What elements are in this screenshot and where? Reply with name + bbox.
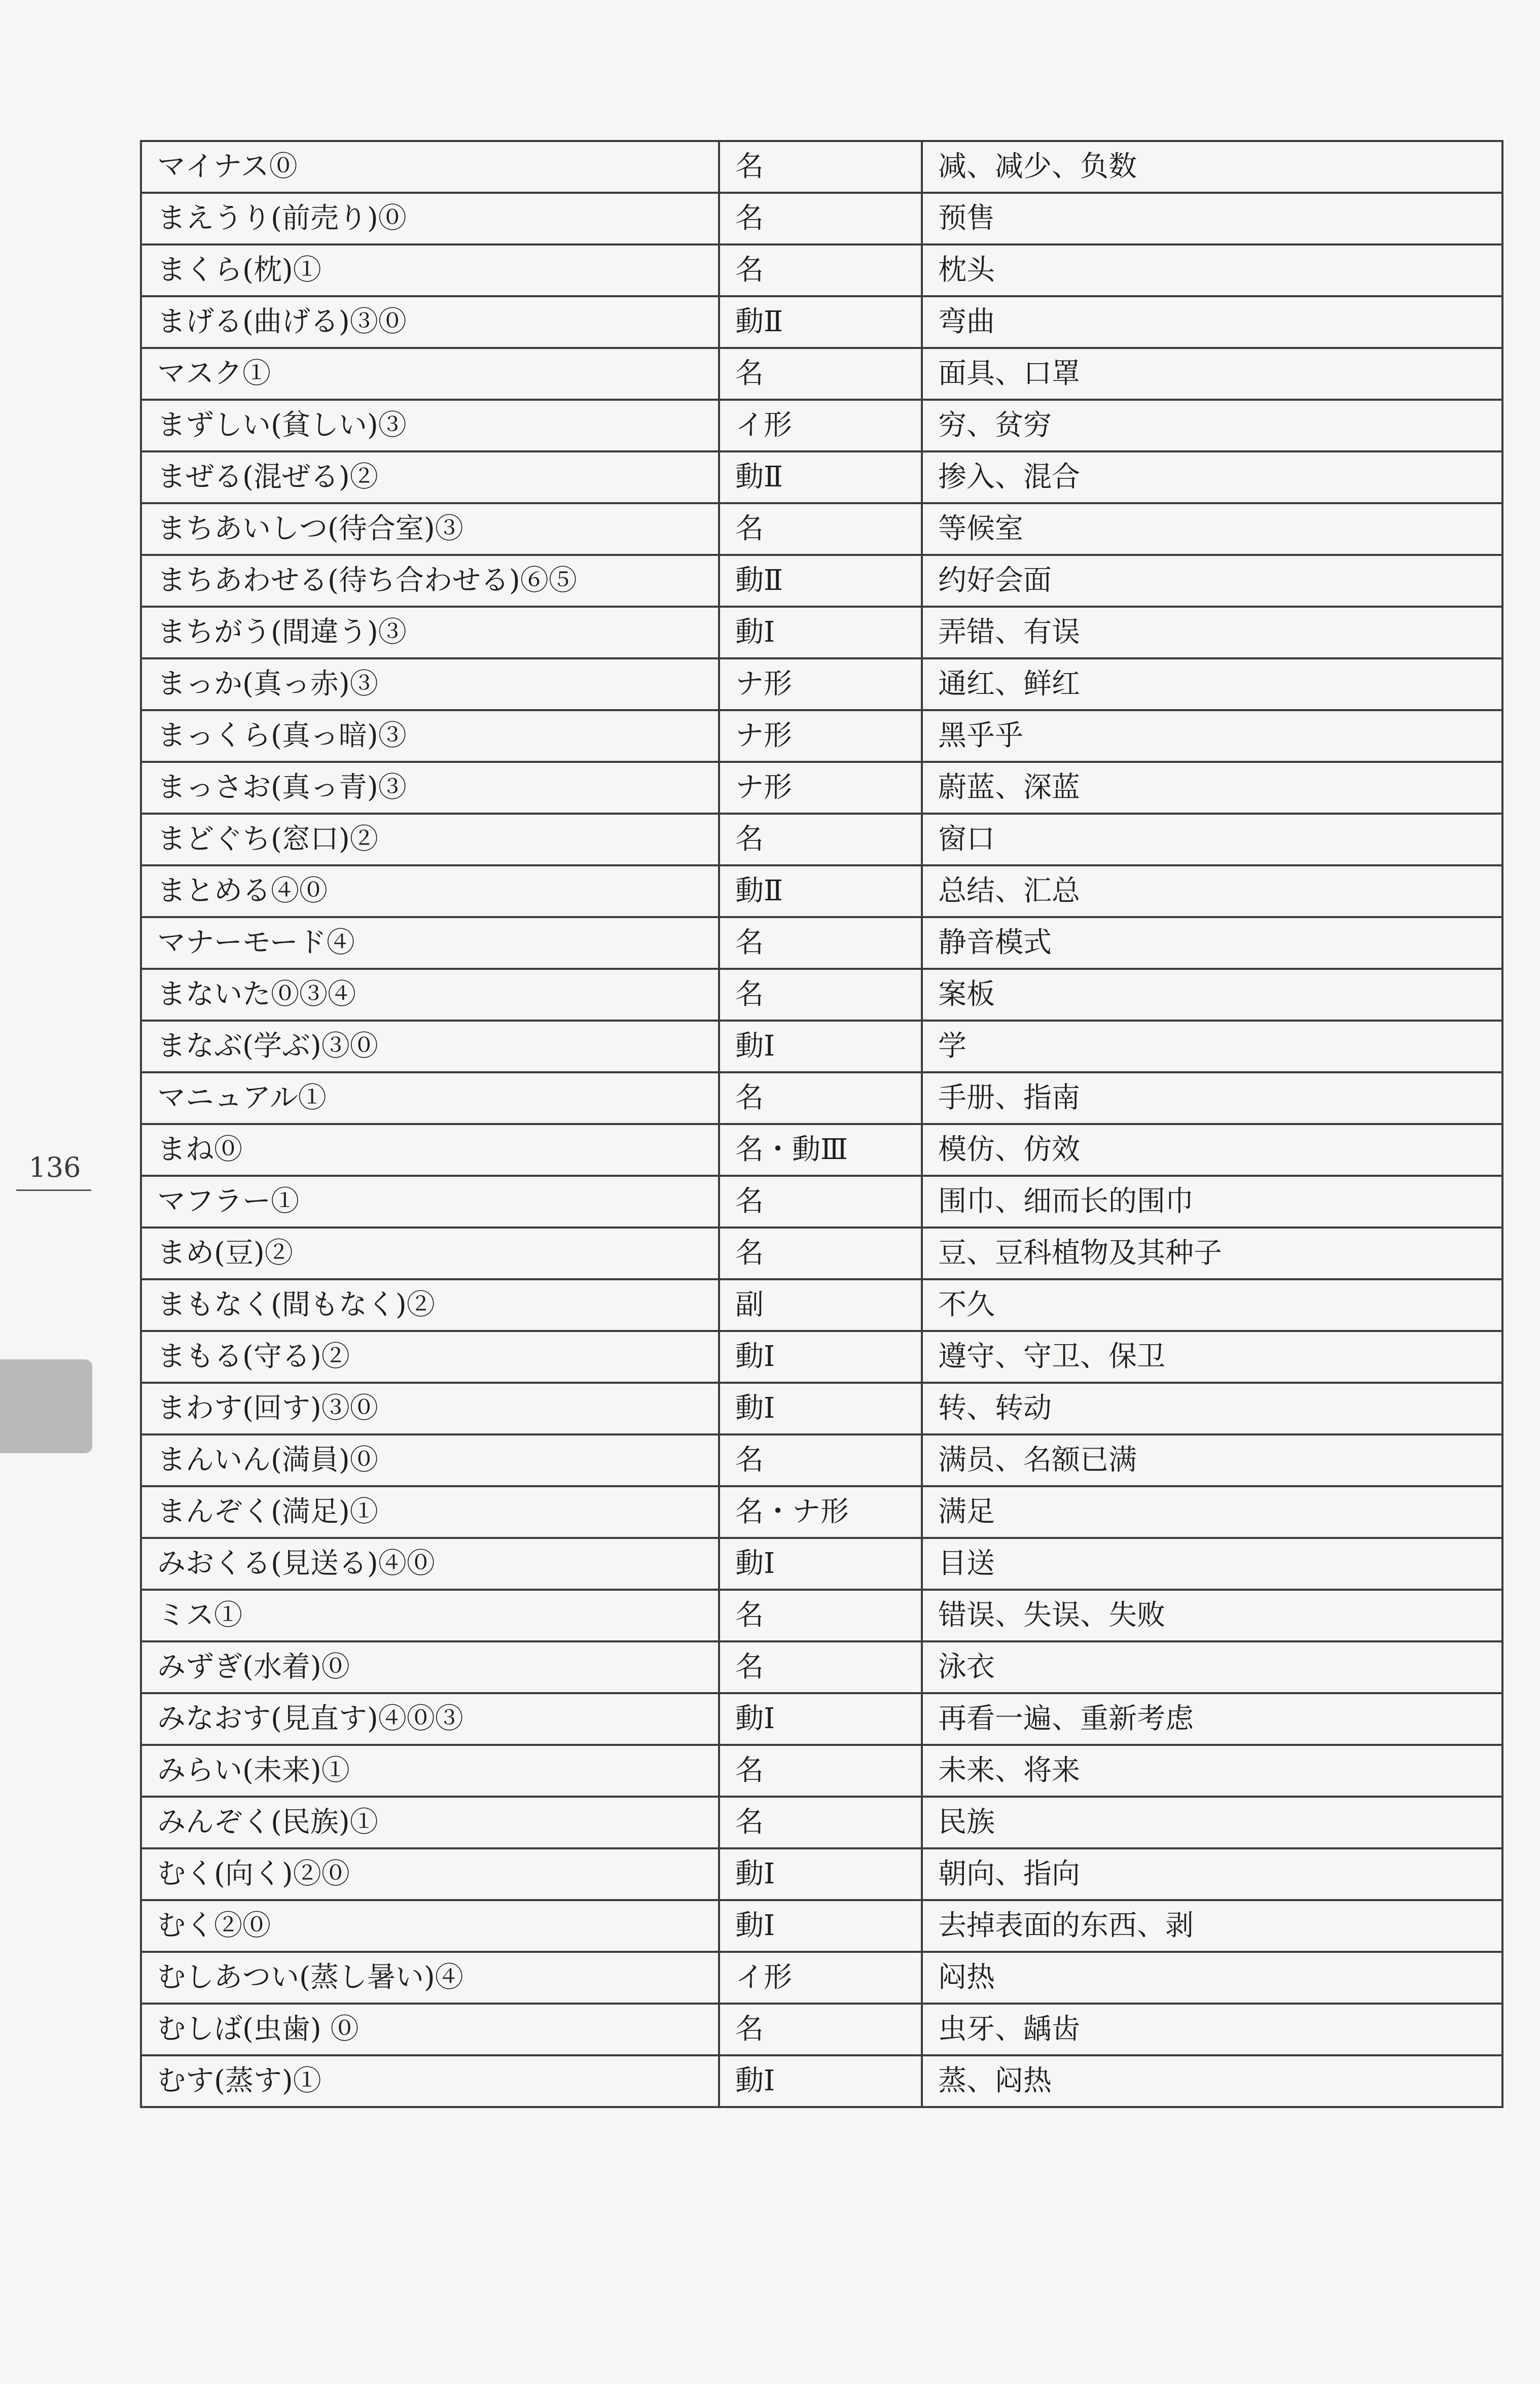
table-row xyxy=(141,1383,1502,1434)
word-cell: まもる(守る)② xyxy=(141,1331,719,1383)
word-cell: むく②⓪ xyxy=(141,1900,719,1952)
part-of-speech-cell: 名・ナ形 xyxy=(719,1486,922,1538)
table-row xyxy=(141,1228,1502,1279)
part-of-speech-cell: 名 xyxy=(719,141,922,193)
word-cell: まどぐち(窓口)② xyxy=(141,814,719,865)
word-cell: マフラー① xyxy=(141,1176,719,1228)
meaning-cell: 学 xyxy=(922,1021,1502,1072)
part-of-speech-cell: 名 xyxy=(719,1434,922,1486)
meaning-cell: 掺入、混合 xyxy=(922,451,1502,503)
meaning-cell: 虫牙、龋齿 xyxy=(922,2004,1502,2055)
part-of-speech-cell: 名・動Ⅲ xyxy=(719,1124,922,1176)
meaning-cell: 满足 xyxy=(922,1486,1502,1538)
meaning-cell: 弯曲 xyxy=(922,296,1502,348)
table-row xyxy=(141,710,1502,762)
meaning-cell: 满员、名额已满 xyxy=(922,1434,1502,1486)
meaning-cell: 模仿、仿效 xyxy=(922,1124,1502,1176)
word-cell: まなぶ(学ぶ)③⓪ xyxy=(141,1021,719,1072)
word-cell: むしあつい(蒸し暑い)④ xyxy=(141,1952,719,2004)
meaning-cell: 豆、豆科植物及其种子 xyxy=(922,1228,1502,1279)
part-of-speech-cell: 名 xyxy=(719,503,922,555)
part-of-speech-cell: 動Ⅱ xyxy=(719,555,922,607)
meaning-cell: 等候室 xyxy=(922,503,1502,555)
table-row xyxy=(141,917,1502,969)
part-of-speech-cell: 副 xyxy=(719,1279,922,1331)
part-of-speech-cell: 名 xyxy=(719,917,922,969)
table-row xyxy=(141,1486,1502,1538)
part-of-speech-cell: 動Ⅰ xyxy=(719,1538,922,1590)
part-of-speech-cell: ナ形 xyxy=(719,658,922,710)
table-row xyxy=(141,141,1502,193)
part-of-speech-cell: ナ形 xyxy=(719,710,922,762)
meaning-cell: 再看一遍、重新考虑 xyxy=(922,1693,1502,1745)
part-of-speech-cell: 動Ⅰ xyxy=(719,1693,922,1745)
table-row xyxy=(141,1124,1502,1176)
table-row xyxy=(141,555,1502,607)
table-row xyxy=(141,296,1502,348)
word-cell: まちあわせる(待ち合わせる)⑥⑤ xyxy=(141,555,719,607)
table-row xyxy=(141,193,1502,244)
meaning-cell: 穷、贫穷 xyxy=(922,400,1502,451)
word-cell: まぜる(混ぜる)② xyxy=(141,451,719,503)
meaning-cell: 错误、失误、失败 xyxy=(922,1590,1502,1641)
word-cell: みらい(未来)① xyxy=(141,1745,719,1797)
part-of-speech-cell: イ形 xyxy=(719,1952,922,2004)
word-cell: まちがう(間違う)③ xyxy=(141,607,719,658)
table-row xyxy=(141,1952,1502,2004)
part-of-speech-cell: 名 xyxy=(719,193,922,244)
table-row xyxy=(141,1176,1502,1228)
table-row xyxy=(141,1797,1502,1848)
table-row xyxy=(141,1331,1502,1383)
word-cell: まわす(回す)③⓪ xyxy=(141,1383,719,1434)
meaning-cell: 减、减少、负数 xyxy=(922,141,1502,193)
meaning-cell: 泳衣 xyxy=(922,1641,1502,1693)
part-of-speech-cell: 動Ⅱ xyxy=(719,865,922,917)
meaning-cell: 面具、口罩 xyxy=(922,348,1502,400)
word-cell: みんぞく(民族)① xyxy=(141,1797,719,1848)
word-cell: ミス① xyxy=(141,1590,719,1641)
table-row xyxy=(141,451,1502,503)
meaning-cell: 民族 xyxy=(922,1797,1502,1848)
meaning-cell: 案板 xyxy=(922,969,1502,1021)
meaning-cell: 不久 xyxy=(922,1279,1502,1331)
table-row xyxy=(141,969,1502,1021)
table-row xyxy=(141,244,1502,296)
page-number-rule xyxy=(16,1189,91,1191)
table-row xyxy=(141,814,1502,865)
table-row xyxy=(141,1434,1502,1486)
meaning-cell: 目送 xyxy=(922,1538,1502,1590)
word-cell: まもなく(間もなく)② xyxy=(141,1279,719,1331)
part-of-speech-cell: 動Ⅰ xyxy=(719,1331,922,1383)
word-cell: まないた⓪③④ xyxy=(141,969,719,1021)
table-row xyxy=(141,1538,1502,1590)
part-of-speech-cell: 動Ⅰ xyxy=(719,607,922,658)
word-cell: まんぞく(満足)① xyxy=(141,1486,719,1538)
part-of-speech-cell: 動Ⅰ xyxy=(719,2055,922,2107)
meaning-cell: 总结、汇总 xyxy=(922,865,1502,917)
word-cell: むしば(虫歯) ⓪ xyxy=(141,2004,719,2055)
meaning-cell: 预售 xyxy=(922,193,1502,244)
word-cell: みおくる(見送る)④⓪ xyxy=(141,1538,719,1590)
table-row xyxy=(141,348,1502,400)
part-of-speech-cell: 名 xyxy=(719,1745,922,1797)
word-cell: まっか(真っ赤)③ xyxy=(141,658,719,710)
table-row xyxy=(141,400,1502,451)
meaning-cell: 约好会面 xyxy=(922,555,1502,607)
part-of-speech-cell: 名 xyxy=(719,969,922,1021)
table-row xyxy=(141,2004,1502,2055)
meaning-cell: 未来、将来 xyxy=(922,1745,1502,1797)
meaning-cell: 蒸、闷热 xyxy=(922,2055,1502,2107)
part-of-speech-cell: 動Ⅱ xyxy=(719,296,922,348)
table-row xyxy=(141,607,1502,658)
part-of-speech-cell: 名 xyxy=(719,2004,922,2055)
part-of-speech-cell: ナ形 xyxy=(719,762,922,814)
word-cell: まめ(豆)② xyxy=(141,1228,719,1279)
part-of-speech-cell: 名 xyxy=(719,1228,922,1279)
part-of-speech-cell: 名 xyxy=(719,1590,922,1641)
word-cell: マスク① xyxy=(141,348,719,400)
meaning-cell: 通红、鲜红 xyxy=(922,658,1502,710)
meaning-cell: 转、转动 xyxy=(922,1383,1502,1434)
table-row xyxy=(141,1072,1502,1124)
part-of-speech-cell: 名 xyxy=(719,348,922,400)
word-cell: マニュアル① xyxy=(141,1072,719,1124)
part-of-speech-cell: 動Ⅰ xyxy=(719,1383,922,1434)
word-cell: むす(蒸す)① xyxy=(141,2055,719,2107)
meaning-cell: 黑乎乎 xyxy=(922,710,1502,762)
word-cell: マナーモード④ xyxy=(141,917,719,969)
table-row xyxy=(141,1021,1502,1072)
part-of-speech-cell: 名 xyxy=(719,1072,922,1124)
word-cell: まずしい(貧しい)③ xyxy=(141,400,719,451)
thumb-index-tab xyxy=(0,1359,92,1453)
word-cell: マイナス⓪ xyxy=(141,141,719,193)
word-cell: まげる(曲げる)③⓪ xyxy=(141,296,719,348)
meaning-cell: 手册、指南 xyxy=(922,1072,1502,1124)
word-cell: みなおす(見直す)④⓪③ xyxy=(141,1693,719,1745)
vocabulary-table-body xyxy=(141,141,1502,2107)
table-row xyxy=(141,1693,1502,1745)
part-of-speech-cell: 名 xyxy=(719,814,922,865)
part-of-speech-cell: 動Ⅰ xyxy=(719,1848,922,1900)
vocabulary-table xyxy=(140,140,1503,2108)
table-row xyxy=(141,1641,1502,1693)
word-cell: みずぎ(水着)⓪ xyxy=(141,1641,719,1693)
part-of-speech-cell: 動Ⅰ xyxy=(719,1900,922,1952)
table-row xyxy=(141,503,1502,555)
meaning-cell: 去掉表面的东西、剥 xyxy=(922,1900,1502,1952)
word-cell: まくら(枕)① xyxy=(141,244,719,296)
word-cell: まえうり(前売り)⓪ xyxy=(141,193,719,244)
table-row xyxy=(141,2055,1502,2107)
part-of-speech-cell: 名 xyxy=(719,1641,922,1693)
part-of-speech-cell: 動Ⅱ xyxy=(719,451,922,503)
page-number: 136 xyxy=(28,1151,81,1183)
word-cell: まっくら(真っ暗)③ xyxy=(141,710,719,762)
table-row xyxy=(141,658,1502,710)
meaning-cell: 弄错、有误 xyxy=(922,607,1502,658)
table-row xyxy=(141,1279,1502,1331)
meaning-cell: 围巾、细而长的围巾 xyxy=(922,1176,1502,1228)
word-cell: まっさお(真っ青)③ xyxy=(141,762,719,814)
part-of-speech-cell: 名 xyxy=(719,1176,922,1228)
meaning-cell: 闷热 xyxy=(922,1952,1502,2004)
table-row xyxy=(141,1900,1502,1952)
table-row xyxy=(141,1745,1502,1797)
word-cell: まね⓪ xyxy=(141,1124,719,1176)
word-cell: まとめる④⓪ xyxy=(141,865,719,917)
meaning-cell: 静音模式 xyxy=(922,917,1502,969)
part-of-speech-cell: 名 xyxy=(719,1797,922,1848)
part-of-speech-cell: 名 xyxy=(719,244,922,296)
meaning-cell: 窗口 xyxy=(922,814,1502,865)
meaning-cell: 枕头 xyxy=(922,244,1502,296)
part-of-speech-cell: 動Ⅰ xyxy=(719,1021,922,1072)
word-cell: まんいん(満員)⓪ xyxy=(141,1434,719,1486)
table-row xyxy=(141,865,1502,917)
meaning-cell: 蔚蓝、深蓝 xyxy=(922,762,1502,814)
word-cell: むく(向く)②⓪ xyxy=(141,1848,719,1900)
part-of-speech-cell: イ形 xyxy=(719,400,922,451)
meaning-cell: 朝向、指向 xyxy=(922,1848,1502,1900)
table-row xyxy=(141,1848,1502,1900)
word-cell: まちあいしつ(待合室)③ xyxy=(141,503,719,555)
meaning-cell: 遵守、守卫、保卫 xyxy=(922,1331,1502,1383)
table-row xyxy=(141,1590,1502,1641)
table-row xyxy=(141,762,1502,814)
